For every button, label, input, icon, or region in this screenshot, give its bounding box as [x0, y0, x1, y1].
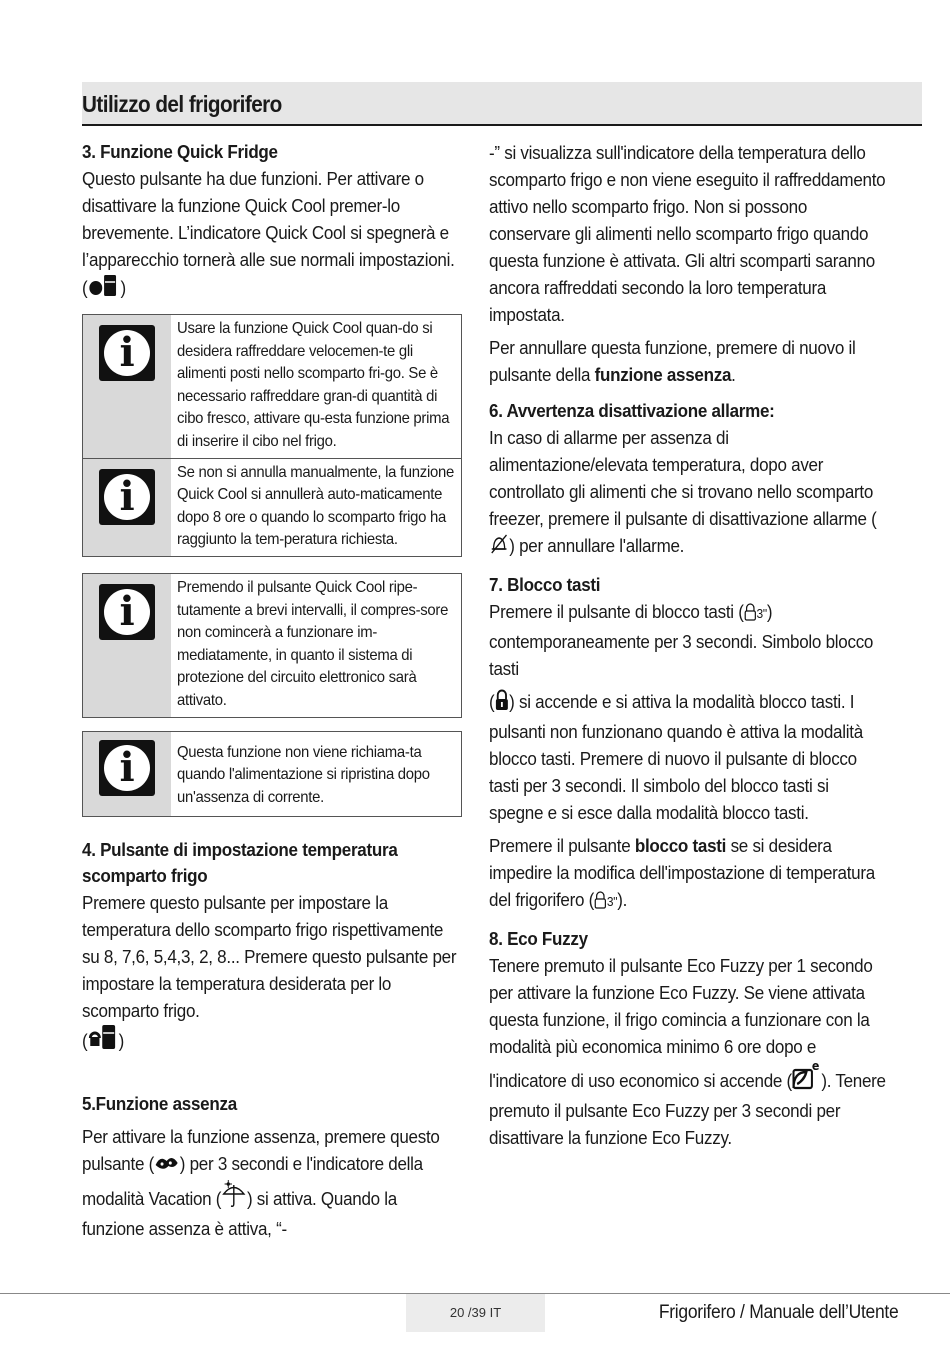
fridge-temp-icon	[87, 1024, 118, 1057]
section-7-text-3: Premere il pulsante blocco tasti se si desidera impedire la modifica dell'impostazione di temperatura del frigorifero ( 3").	[489, 832, 886, 916]
left-column	[82, 139, 462, 1242]
info-note-text: Se non si annulla manualmente, la funzione Quick Cool si annullerà auto-maticamente dopo 8 ore o quando lo scomparto frigo ha raggiunto la tem-peratura richiesta.	[177, 463, 454, 549]
section-7-text-2: ( ) si accende e si attiva la modalità blocco tasti. I pulsanti non funzionano quando è attiva la modalità blocco tasti. Premere di nuovo il pulsante di blocco tasti per 3 secondi. Il simbolo del blocco tasti si spegne e si esce dalla modalità blocco tasti.	[489, 691, 863, 823]
section-8-title: 8. Eco Fuzzy	[489, 928, 588, 949]
section-8-text: Tenere premuto il pulsante Eco Fuzzy per 1 secondo per attivare la funzione Eco Fuzzy. Se viene attivata questa funzione, il frigo comincia a funzionare con la modalità più economica minimo 6 ore dopo e l'indicatore di uso economico si accende ( e ). Tenere premuto il pulsante Eco Fuzzy per 3 secondi per disattivare la funzione Eco Fuzzy.	[489, 955, 886, 1148]
page-number: 20 /39 IT	[406, 1294, 545, 1332]
info-note	[83, 574, 461, 717]
section-4-text: Premere questo pulsante per impostare la temperatura dello scomparto frigo rispettivamente su 8, 7,6, 5,4,3, 2, 8... Premere questo pulsante per impostare la temperatura desiderata per lo scomparto frigo. ( )	[82, 889, 460, 1057]
eco-fuzzy-icon	[792, 1060, 821, 1097]
key-lock-label: 3"	[756, 606, 767, 621]
section-7-text-1: Premere il pulsante di blocco tasti ( 3") contemporaneamente per 3 secondi. Simbolo blocco tasti	[489, 601, 874, 679]
footer-title: Frigorifero / Manuale dell’Utente	[658, 1302, 898, 1323]
vacation-button-icon	[154, 1153, 180, 1180]
page-header	[82, 82, 922, 126]
key-lock-label: 3"	[606, 894, 618, 909]
info-note-text: Premendo il pulsante Quick Cool ripe-tutamente a brevi intervalli, il compres-sore non comincerà a funzionare im-mediatamente, in quanto il sistema di protezione del circuito elettronico sarà attivato.	[177, 578, 449, 709]
info-note-group-2	[82, 573, 462, 718]
section-7-title: 7. Blocco tasti	[489, 574, 601, 595]
section-3-title: 3. Funzione Quick Fridge	[82, 141, 278, 162]
right-column	[489, 139, 889, 1151]
umbrella-icon	[221, 1180, 247, 1215]
alarm-off-icon	[489, 533, 509, 562]
info-icon: i	[99, 469, 155, 525]
info-icon: i	[99, 325, 155, 381]
info-note	[83, 458, 461, 556]
section-4-title: 4. Pulsante di impostazione temperatura scomparto frigo	[82, 838, 398, 886]
quick-fridge-icon	[87, 273, 120, 304]
section-5-text: Per attivare la funzione assenza, premere questo pulsante ( ) per 3 secondi e l'indicatore della modalità Vacation ( ) si attiva. Quando la funzione assenza è attiva, “-	[82, 1125, 440, 1239]
section-6-title: 6. Avvertenza disattivazione allarme:	[489, 400, 775, 421]
section-5-continued: -” si visualizza sull'indicatore della temperatura dello scomparto frigo e non viene eseguito il raffreddamento attivo nello scomparto frigo. Non si possono conservare gli alimenti nello scomparto frigo quando questa funzione è attivata. Gli altri scomparti saranno ancora raffreddati secondo la loro temperatura impostata.	[489, 142, 886, 325]
info-icon: i	[99, 584, 155, 640]
info-note-group-1	[82, 314, 462, 557]
info-note-text: Questa funzione non viene richiama-ta quando l'alimentazione si ripristina dopo un'assenza di corrente.	[177, 743, 430, 806]
info-note	[83, 315, 461, 458]
key-lock-icon	[744, 601, 757, 628]
section-3-text: Questo pulsante ha due funzioni. Per attivare o disattivare la funzione Quick Cool premer-lo brevemente. L’indicatore Quick Cool si spegnerà e l’apparecchio tornerà alle sue normali impostazioni. ( )	[82, 165, 460, 304]
lock-icon	[494, 689, 509, 718]
section-6-text: In caso di allarme per assenza di alimentazione/elevata temperatura, dopo aver controllato gli alimenti che si trovano nello scomparto freezer, premere il pulsante di disattivazione allarme () per annullare l'allarme.	[489, 424, 886, 562]
info-note-text: Usare la funzione Quick Cool quan-do si desidera raffreddare velocemen-te gli alimenti posti nello scomparto fri-go. Se è necessario raffreddare gran-di quantità di cibo fresco, attivare qu-esta funzione prima di inserire il cibo nel frigo.	[177, 320, 450, 450]
info-note	[83, 732, 461, 816]
key-lock-icon	[594, 889, 607, 916]
section-5-cancel: Per annullare questa funzione, premere di nuovo il pulsante della funzione assenza.	[489, 337, 856, 385]
svg-text:e: e	[812, 1060, 820, 1074]
info-note-group-3	[82, 731, 462, 817]
info-icon: i	[99, 740, 155, 796]
page-title: Utilizzo del frigorifero	[82, 91, 282, 117]
section-5-title: 5.Funzione assenza	[82, 1092, 237, 1114]
